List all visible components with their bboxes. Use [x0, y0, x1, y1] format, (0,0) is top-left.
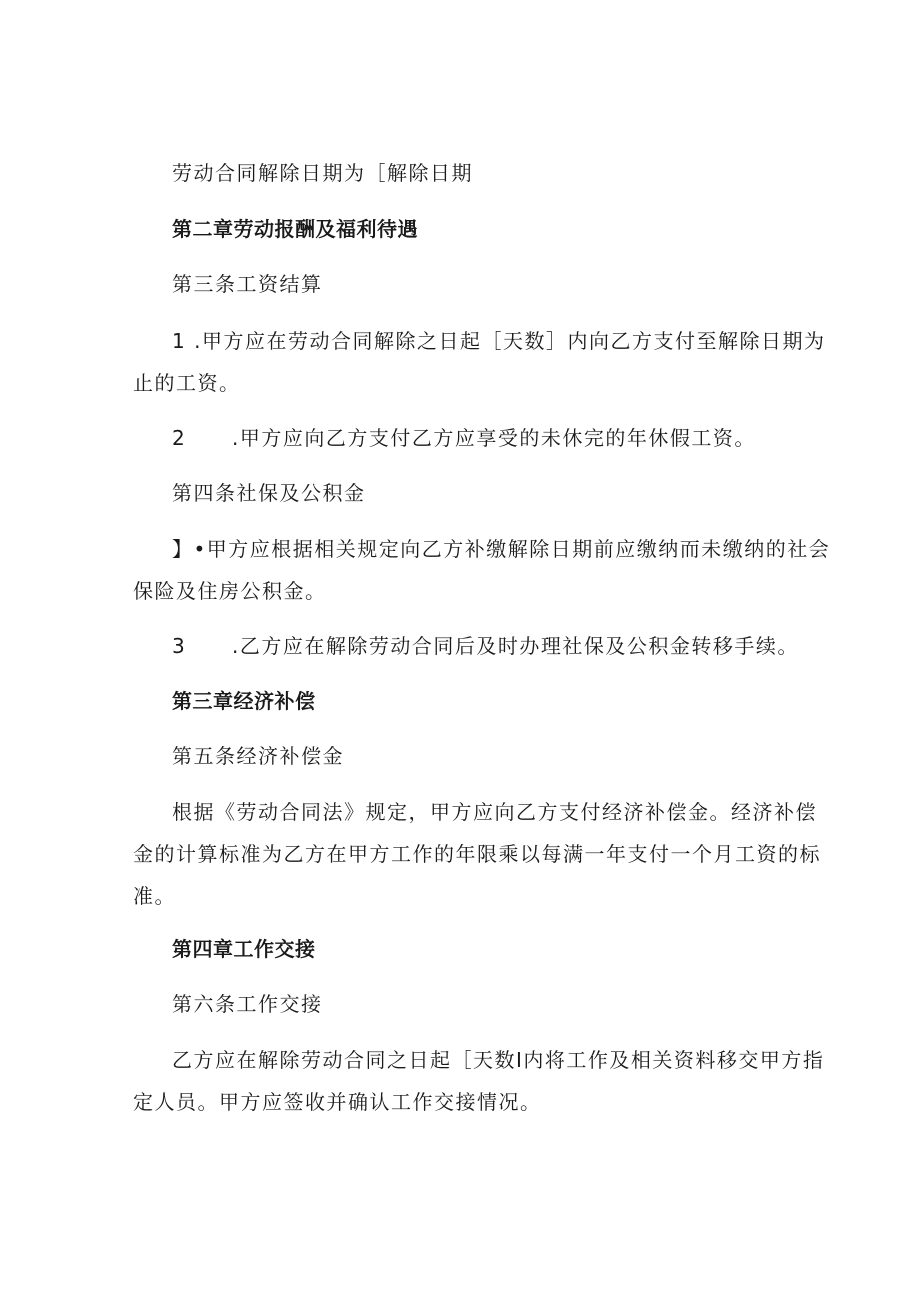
chapter-2-heading — [172, 216, 418, 242]
article-5-paragraph-line-3 — [133, 883, 176, 909]
article-title-text: 第六条工作交接 — [172, 992, 323, 1016]
article-6-paragraph-line-1 — [172, 1047, 824, 1073]
article-title-text: 第三条工资结算 — [172, 272, 323, 296]
clause-dot: . — [232, 426, 240, 450]
clause-3-1 — [172, 328, 825, 354]
chapter-4-heading — [172, 936, 316, 962]
article-5-title — [172, 743, 344, 769]
article-5-paragraph-line-1 — [172, 799, 817, 825]
article-3-title — [172, 271, 323, 297]
paragraph-text: 金的计算标准为乙方在甲方工作的年限乘以每满一年支付一个月工资的标 — [133, 842, 821, 866]
paragraph-text: 乙方应在解除劳动合同之日起［天数I内将工作及相关资料移交甲方指 — [172, 1048, 825, 1072]
clause-4-2 — [172, 633, 799, 659]
clause-text: 乙方应在解除劳动合同后及时办理社保及公积金转移手续。 — [239, 634, 799, 658]
clause-3-2 — [172, 425, 756, 451]
clause-3-1-continuation — [133, 370, 241, 396]
heading-text: 第二章劳动报酬及福利待遇 — [172, 217, 418, 241]
paragraph-text: 准。 — [133, 884, 176, 908]
contract-termination-date-line — [172, 160, 473, 186]
clause-number: 1 . — [172, 329, 202, 353]
clause-4-1 — [172, 536, 830, 562]
paragraph-text: 根据《劳动合同法》规定，甲方应向乙方支付经济补偿金。经济补偿 — [172, 800, 817, 824]
clause-4-1-continuation — [133, 578, 327, 604]
article-title-text: 第五条经济补偿金 — [172, 744, 344, 768]
heading-text: 第三章经济补偿 — [172, 689, 316, 713]
clause-text: 甲方应向乙方支付乙方应享受的未休完的年休假工资。 — [239, 426, 756, 450]
clause-number: 3 — [172, 634, 187, 658]
article-title-text: 第四条社保及公积金 — [172, 481, 366, 505]
article-6-paragraph-line-2 — [133, 1089, 542, 1115]
article-5-paragraph-line-2 — [133, 841, 821, 867]
article-4-title — [172, 480, 366, 506]
clause-text: 甲方应根据相关规定向乙方补缴解除日期前应缴纳而未缴纳的社会 — [206, 537, 831, 561]
clause-number: 2 — [172, 426, 187, 450]
clause-number: 】• — [172, 537, 207, 561]
clause-text: 甲方应在劳动合同解除之日起［天数］内向乙方支付至解除日期为 — [201, 329, 826, 353]
line-text: 劳动合同解除日期为［解除日期 — [172, 161, 473, 185]
clause-text: 保险及住房公积金。 — [133, 579, 327, 603]
heading-text: 第四章工作交接 — [172, 937, 316, 961]
article-6-title — [172, 991, 323, 1017]
paragraph-text: 定人员。甲方应签收并确认工作交接情况。 — [133, 1090, 542, 1114]
clause-text: 止的工资。 — [133, 371, 241, 395]
clause-dot: . — [232, 634, 240, 658]
chapter-3-heading — [172, 688, 316, 714]
